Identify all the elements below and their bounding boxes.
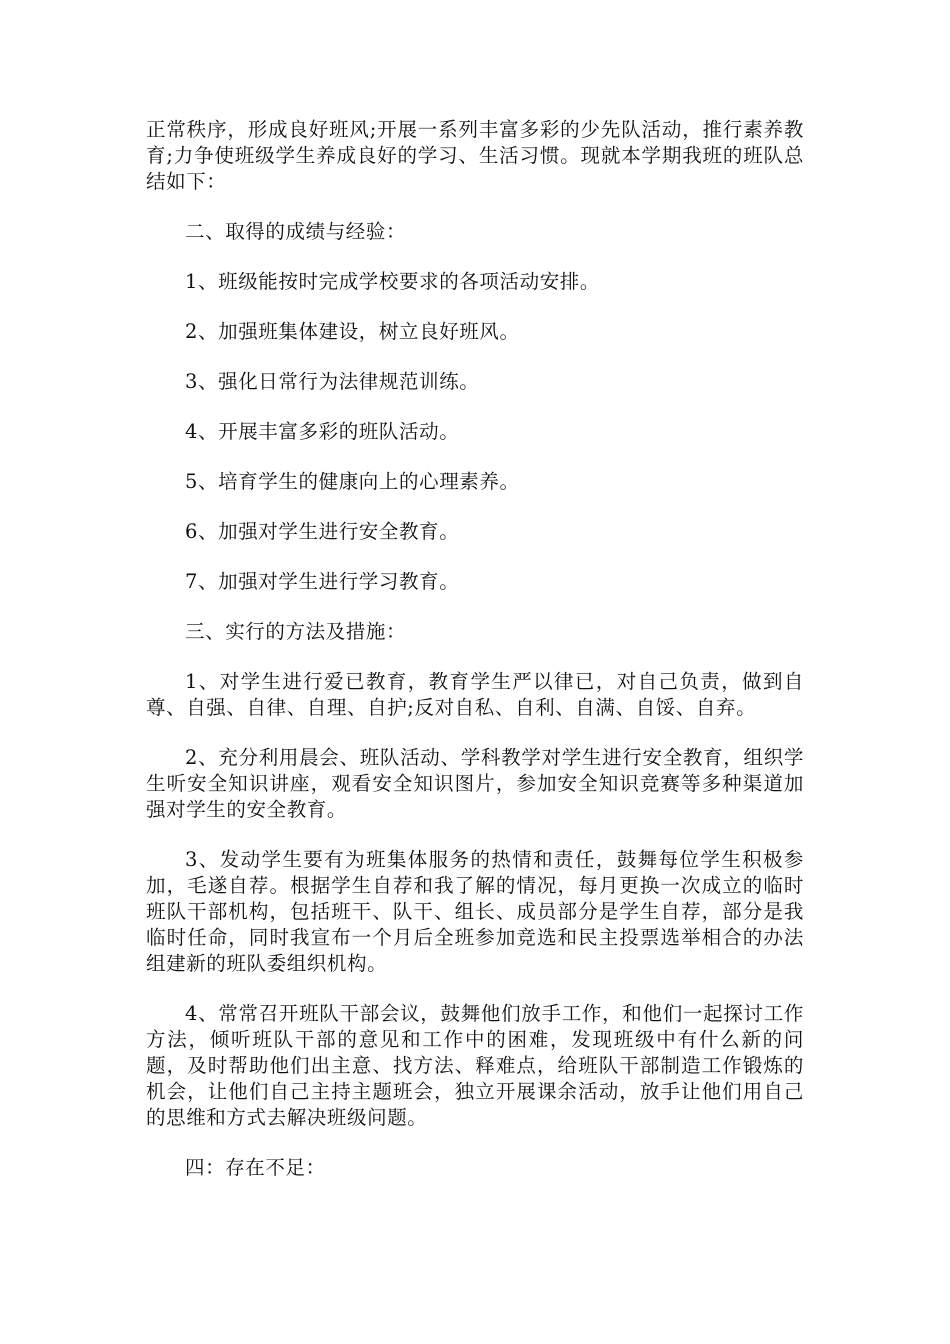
- section-heading-methods: 三、实行的方法及措施：: [185, 620, 407, 643]
- achievement-item-1: 1、班级能按时完成学校要求的各项活动安排。: [185, 270, 601, 293]
- section-heading-achievements: 二、取得的成绩与经验：: [185, 220, 407, 243]
- achievement-item-5: 5、培育学生的健康向上的心理素养。: [185, 470, 520, 493]
- achievement-item-6: 6、加强对学生进行安全教育。: [185, 520, 460, 543]
- achievement-item-2: 2、加强班集体建设，树立良好班风。: [185, 320, 520, 343]
- achievement-item-7: 7、加强对学生进行学习教育。: [185, 570, 460, 593]
- method-item-1: 1、对学生进行爱已教育，教育学生严以律已，对自己负责，做到自尊、自强、自律、自理、自护;反对自私、自利、自满、自馁、自弃。: [146, 670, 804, 719]
- method-item-3: 3、发动学生要有为班集体服务的热情和责任，鼓舞每位学生积极参加，毛遂自荐。根据学生自荐和我了解的情况，每月更换一次成立的临时班队干部机构，包括班干、队干、组长、成员部分是学生自荐，部分是我临时任命，同时我宣布一个月后全班参加竞选和民主投票选举相合的办法组建新的班队委组织机构。: [146, 848, 804, 975]
- achievement-item-3: 3、强化日常行为法律规范训练。: [185, 370, 480, 393]
- method-item-4: 4、常常召开班队干部会议，鼓舞他们放手工作，和他们一起探讨工作方法，倾听班队干部的意见和工作中的困难，发现班级中有什么新的问题，及时帮助他们出主意、找方法、释难点，给班队干部制造工作锻炼的机会，让他们自己主持主题班会，独立开展课余活动，放手让他们用自己的思维和方式去解决班级问题。: [146, 1002, 804, 1129]
- section-heading-shortcomings: 四：存在不足：: [185, 1156, 326, 1179]
- achievement-item-4: 4、开展丰富多彩的班队活动。: [185, 420, 460, 443]
- method-item-2: 2、充分利用晨会、班队活动、学科教学对学生进行安全教育，组织学生听安全知识讲座，观看安全知识图片，参加安全知识竞赛等多种渠道加强对学生的安全教育。: [146, 746, 804, 821]
- document-page: [146, 117, 804, 1205]
- intro-paragraph: 正常秩序，形成良好班风;开展一系列丰富多彩的少先队活动，推行素养教育;力争使班级学生养成良好的学习、生活习惯。现就本学期我班的班队总结如下：: [146, 118, 804, 193]
